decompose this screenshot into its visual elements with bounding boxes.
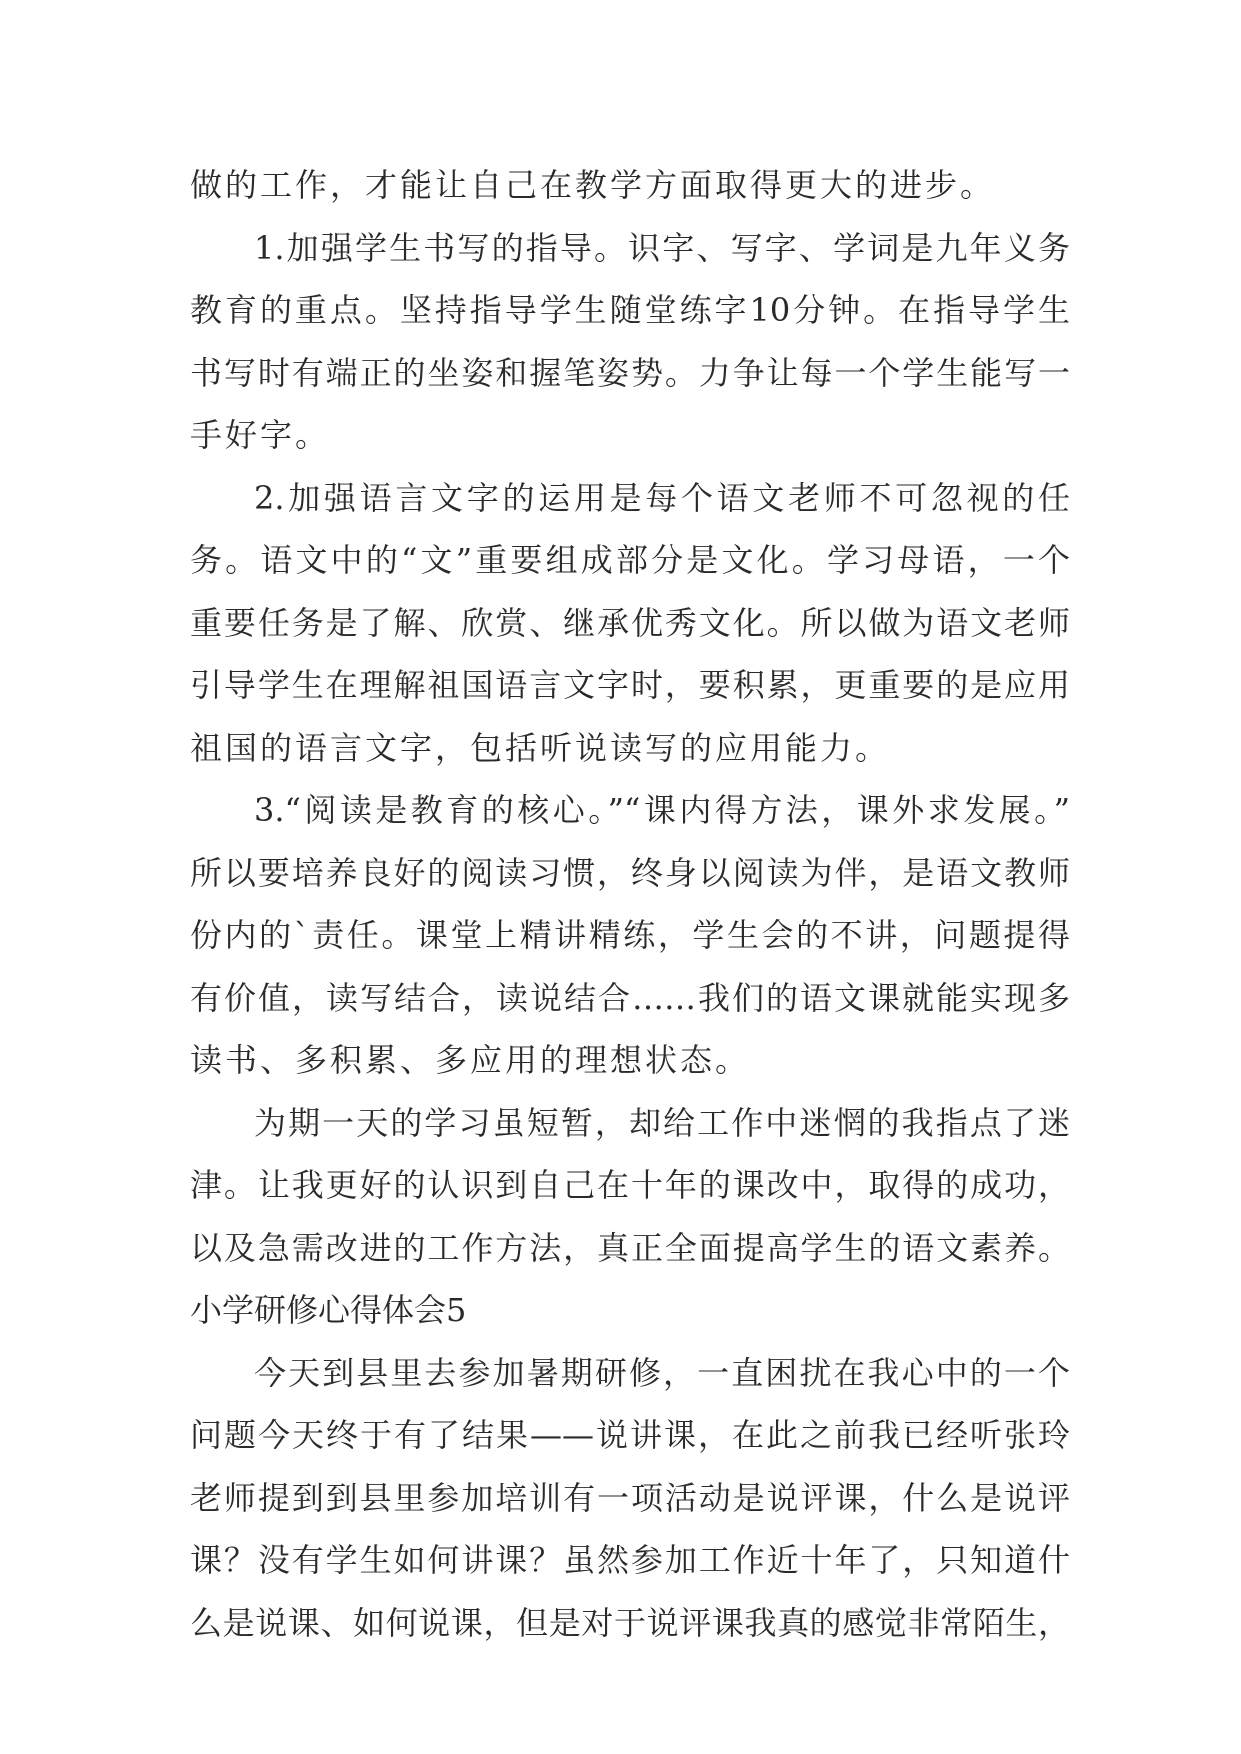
text-line: 份内的`责任。课堂上精讲精练，学生会的不讲，问题提得: [190, 916, 1070, 954]
text-line: 手好字。: [190, 416, 331, 454]
text-line: 所以要培养良好的阅读习惯，终身以阅读为伴，是语文教师: [190, 853, 1070, 892]
text-line: 3.“阅读是教育的核心。”“课内得方法，课外求发展。”: [254, 791, 1070, 829]
text-line: 课？没有学生如何讲课？虽然参加工作近十年了，只知道什: [190, 1541, 1070, 1579]
text-line: 今天到县里去参加暑期研修，一直困扰在我心中的一个: [254, 1353, 1070, 1392]
text-line: 问题今天终于有了结果——说讲课，在此之前我已经听张玲: [190, 1416, 1070, 1454]
text-line: 读书、多积累、多应用的理想状态。: [190, 1041, 751, 1079]
text-line: 么是说课、如何说课，但是对于说评课我真的感觉非常陌生，: [190, 1603, 1070, 1642]
text-line: 祖国的语言文字，包括听说读写的应用能力。: [190, 728, 891, 767]
text-line: 有价值，读写结合，读说结合……我们的语文课就能实现多: [190, 978, 1070, 1017]
text-line: 教育的重点。坚持指导学生随堂练字10分钟。在指导学生: [190, 291, 1070, 329]
section-heading: 小学研修心得体会5: [190, 1291, 467, 1329]
text-line: 做的工作，才能让自己在教学方面取得更大的进步。: [190, 166, 996, 204]
text-line: 2.加强语言文字的运用是每个语文老师不可忽视的任: [254, 478, 1070, 517]
document-page: [190, 154, 1070, 1654]
text-line: 1.加强学生书写的指导。识字、写字、学词是九年义务: [254, 228, 1070, 267]
text-line: 津。让我更好的认识到自己在十年的课改中，取得的成功，: [190, 1166, 1070, 1204]
text-line: 以及急需改进的工作方法，真正全面提高学生的语文素养。: [190, 1228, 1070, 1267]
text-line: 务。语文中的“文”重要组成部分是文化。学习母语，一个: [190, 541, 1070, 579]
text-line: 老师提到到县里参加培训有一项活动是说评课，什么是说评: [190, 1478, 1070, 1517]
text-line: 引导学生在理解祖国语言文字时，要积累，更重要的是应用: [190, 666, 1070, 704]
text-line: 重要任务是了解、欣赏、继承优秀文化。所以做为语文老师: [190, 603, 1070, 642]
text-line: 为期一天的学习虽短暂，却给工作中迷惘的我指点了迷: [254, 1103, 1070, 1142]
text-line: 书写时有端正的坐姿和握笔姿势。力争让每一个学生能写一: [190, 353, 1070, 392]
